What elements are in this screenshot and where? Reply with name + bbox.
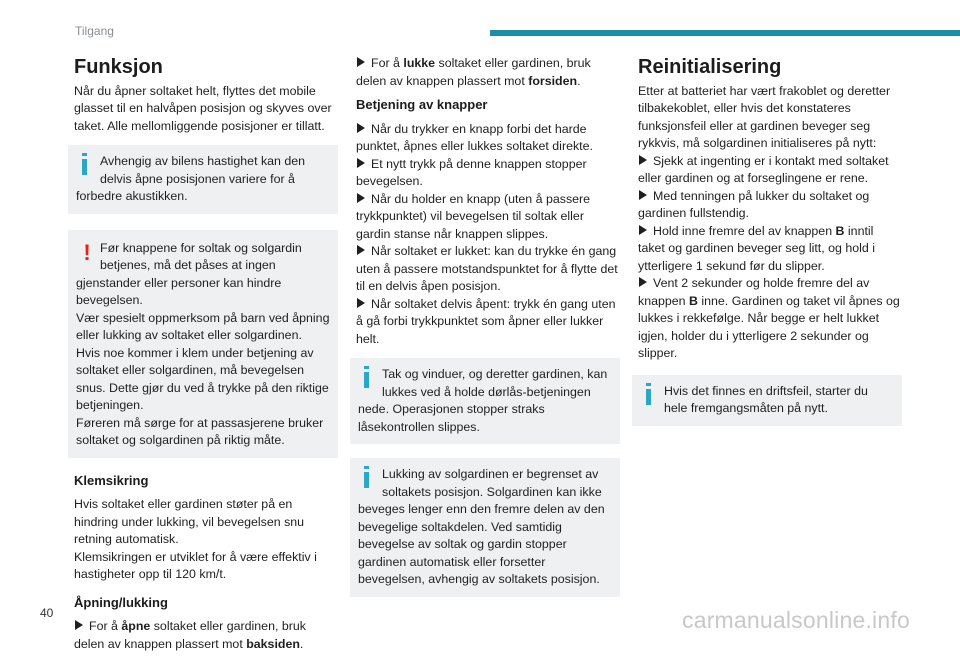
info-box-fault xyxy=(632,375,902,426)
list-item xyxy=(638,223,902,276)
column-3 xyxy=(638,55,902,440)
text-run: Vent 2 sekunder og holde fremre del av knappen xyxy=(638,276,870,308)
list-item-text: Når du holder en knapp (uten å passere trykkpunktet) vil bevegelsen til soltak eller gardin stanse når knappen slippes. xyxy=(356,191,591,241)
close-instruction xyxy=(356,55,620,90)
list-item xyxy=(356,243,620,296)
text-run: . xyxy=(577,73,581,88)
list-item-text: Når du trykker en knapp forbi det harde punktet, åpnes eller lukkes soltaket direkte. xyxy=(356,121,593,153)
info-text: Avhengig av bilens hastighet kan den delvis åpne posisjonen variere for å forbedre akustikken. xyxy=(76,154,306,203)
bullet-arrow-icon xyxy=(357,158,365,168)
bold-text: B xyxy=(835,223,845,238)
info-box-sunblind xyxy=(350,458,620,597)
bullet-arrow-icon xyxy=(357,123,365,133)
klem-line: Klemsikringen er utviklet for å være effektiv i hastigheter opp til 120 km/t. xyxy=(74,549,317,581)
list-item xyxy=(356,296,620,349)
list-item-text: Med tenningen på lukker du soltaket og gardinen fullstendig. xyxy=(638,188,870,220)
warning-line: Før knappene for soltak og solgardin betjenes, må det påses at ingen gjenstander eller personer kan hindre bevegelsen. xyxy=(76,240,302,307)
bold-text: forsiden xyxy=(528,73,578,88)
bullet-arrow-icon xyxy=(639,225,647,235)
warning-line: Hvis noe kommer i klem under betjening av soltaket eller solgardinen, må bevegelsen snus. Dette gjør du ved å trykke på den riktige betjeningen. xyxy=(76,345,329,412)
bullet-arrow-icon xyxy=(357,57,365,67)
text-run: For å xyxy=(371,56,404,70)
open-instruction xyxy=(74,618,338,653)
text-run: soltaket eller gardinen, bruk delen av knappen plassert mot xyxy=(356,56,591,88)
text-run: inntil taket og gardinen beveger seg litt, og hold i ytterligere 1 sekund før du slipper. xyxy=(638,223,875,273)
bullet-arrow-icon xyxy=(357,298,365,308)
warning-line: Føreren må sørge for at passasjerene bruker soltaket og solgardinen på riktig måte. xyxy=(76,415,324,447)
reinit-paragraph xyxy=(638,83,902,363)
heading-betjening: Betjening av knapper xyxy=(356,97,488,112)
info-icon xyxy=(358,466,380,492)
list-item xyxy=(356,121,620,156)
bold-text: baksiden xyxy=(246,636,300,651)
text-run: For å xyxy=(89,619,122,633)
warning-line: Vær spesielt oppmerksom på barn ved åpning eller lukking av soltaket eller solgardinen. xyxy=(76,310,330,342)
column-2 xyxy=(356,55,620,611)
list-item xyxy=(356,191,620,244)
bullet-arrow-icon xyxy=(639,190,647,200)
klem-line: Hvis soltaket eller gardinen støter på en hindring under lukking, vil bevegelsen snu retning automatisk. xyxy=(74,497,305,546)
info-icon xyxy=(76,153,98,179)
bullet-arrow-icon xyxy=(639,155,647,165)
bullet-arrow-icon xyxy=(357,193,365,203)
section-header: Tilgang xyxy=(75,24,114,38)
bullet-arrow-icon xyxy=(639,277,647,287)
list-item-text: Når soltaket delvis åpent: trykk én gang uten å gå forbi trykkpunktet som åpner eller lukker helt. xyxy=(356,296,616,346)
info-icon xyxy=(640,383,662,409)
bold-text: åpne xyxy=(121,619,151,633)
header-accent-bar xyxy=(490,30,960,36)
text-run: soltaket eller gardinen, bruk delen av knappen plassert mot xyxy=(74,619,306,651)
reinit-intro: Etter at batteriet har vært frakoblet og deretter tilbakekoblet, eller hvis det konstateres funksjonsfeil eller at gardinen beveger seg rykkvis, må solgardinen initialiseres på nytt: xyxy=(638,83,891,150)
info-text: Lukking av solgardinen er begrenset av soltakets posisjon. Solgardinen kan ikke beveges lenger enn den fremre delen av den bevegelige soltakdelen. Ved samtidig bevegelse av soltak og gardin stopper gardinen automatisk eller forsetter bevegelsen, avhengig av soltakets posisjon. xyxy=(358,467,605,586)
info-text: Hvis det finnes en driftsfeil, starter du hele fremgangsmåten på nytt. xyxy=(664,383,868,415)
heading-apning-lukking: Åpning/lukking xyxy=(74,594,168,610)
section-title-funksjon: Funksjon xyxy=(74,56,163,78)
bold-text: lukke xyxy=(403,56,436,70)
column-1 xyxy=(74,55,338,659)
info-box-acoustics xyxy=(68,145,338,214)
heading-klemsikring: Klemsikring xyxy=(74,472,149,488)
section-title-reinitialisering: Reinitialisering xyxy=(638,56,782,78)
text-run: inne. Gardinen og taket vil åpnes og lukkes i rekkefølge. Når begge er helt lukket igjen, holder du i ytterligere 2 sekunder og slipper. xyxy=(638,293,900,360)
list-item-text: Sjekk at ingenting er i kontakt med soltaket eller gardinen og at forseglingene er rene. xyxy=(638,153,889,185)
info-box-door-lock xyxy=(350,358,620,444)
text-run: . xyxy=(299,636,304,651)
list-item xyxy=(638,275,902,363)
bullet-arrow-icon xyxy=(357,245,365,255)
intro-paragraph: Når du åpner soltaket helt, flyttes det mobile glasset til en halvåpen posisjon og skyves over taket. Alle mellomliggende posisjoner er tillatt. xyxy=(74,83,332,133)
warning-box xyxy=(68,230,338,458)
warning-exclamation-icon: ! xyxy=(83,239,91,265)
list-item xyxy=(356,156,620,191)
klem-paragraph xyxy=(74,496,338,584)
list-item-text: Når soltaket er lukket: kan du trykke én gang uten å passere motstandspunktet for å flytte det til en delvis åpen posisjon. xyxy=(356,244,618,293)
page-number: 40 xyxy=(40,606,54,620)
watermark: carmanualsonline.info xyxy=(682,607,910,633)
betjening-list xyxy=(356,121,620,349)
list-item-text: Et nytt trykk på denne knappen stopper bevegelsen. xyxy=(356,156,587,188)
info-text: Tak og vinduer, og deretter gardinen, kan lukkes ved å holde dørlås-betjeningen nede. Operasjonen stopper straks låsekontrollen slippes. xyxy=(358,367,608,434)
bullet-arrow-icon xyxy=(75,620,83,630)
list-item xyxy=(638,153,902,188)
bold-text: B xyxy=(688,293,698,308)
text-run: Hold inne fremre del av knappen xyxy=(653,223,836,238)
list-item xyxy=(638,188,902,223)
info-icon xyxy=(358,366,380,392)
